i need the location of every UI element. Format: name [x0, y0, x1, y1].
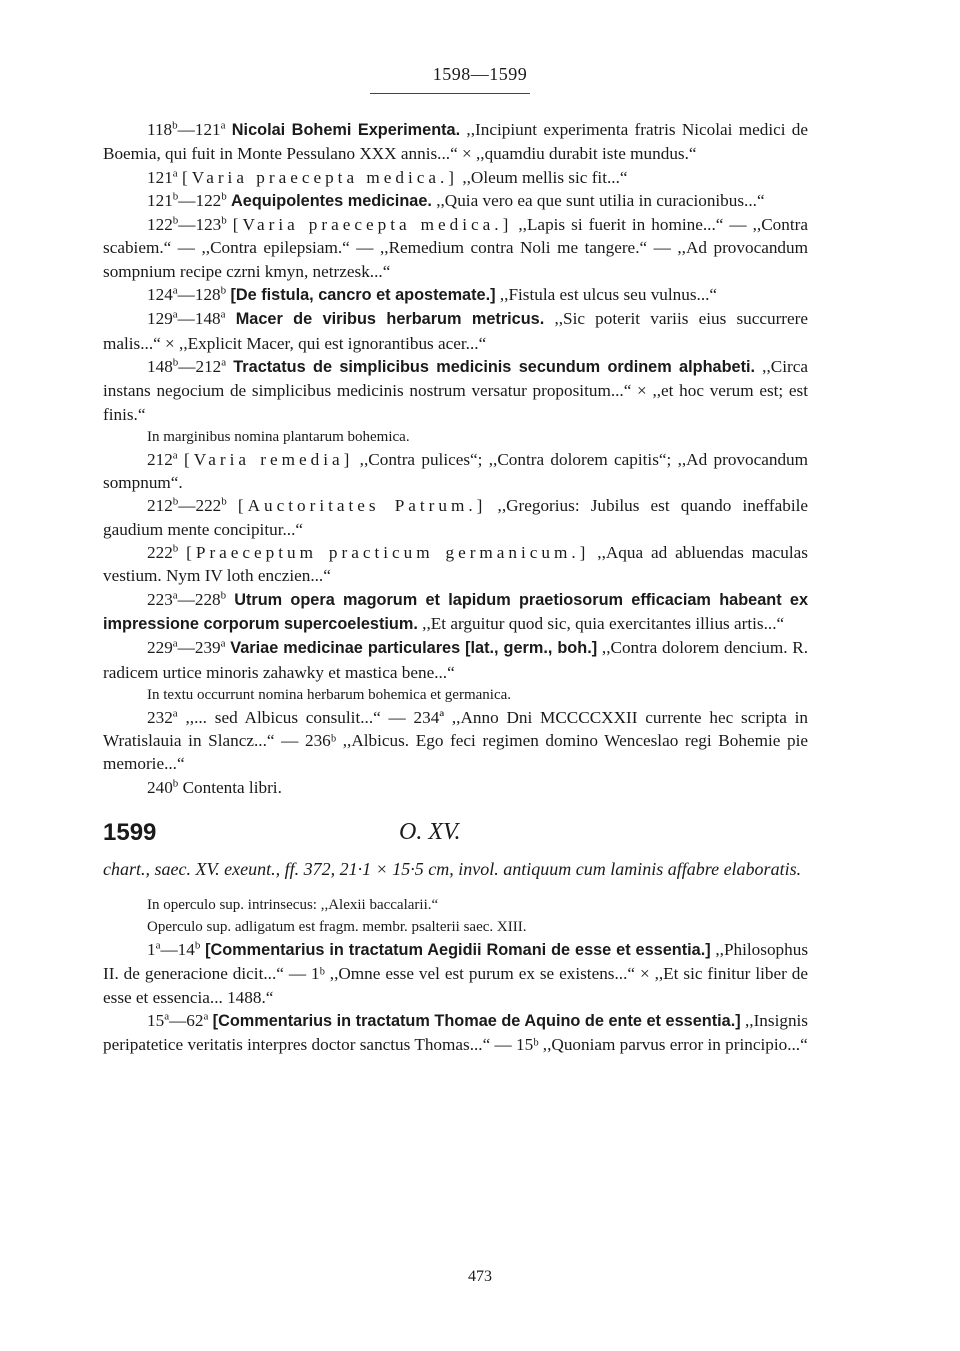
- entry-1598-items: [103, 118, 808, 799]
- folio-ref: 223: [147, 589, 173, 609]
- entry-item: [103, 636, 808, 684]
- item-incipit: ,,Aqua ad abluendas maculas vestium. Nym IV loth enczien...“: [103, 543, 808, 586]
- item-title: Macer de viribus herbarum metricus.: [235, 310, 545, 329]
- folio-ref: 118: [147, 120, 173, 139]
- entry-number: 1599: [103, 819, 157, 847]
- item-title: [Commentarius in tractatum Thomae de Aquino de ente et essentia.]: [212, 1011, 741, 1030]
- item-incipit: ,,Contra pulices“; ,,Contra dolorem capitis“; ,,Ad provocandum sompnum“.: [103, 449, 809, 493]
- shelfmark: O. XV.: [399, 819, 461, 846]
- entry-item: [103, 541, 808, 588]
- folio-ref: 212: [147, 496, 173, 516]
- page-number: 473: [468, 1268, 492, 1285]
- folio-side: a: [172, 637, 178, 650]
- header-rule: [370, 93, 530, 94]
- item-title: Aequipolentes medicinae.: [231, 191, 432, 210]
- folio-ref: 124: [147, 285, 173, 305]
- entry-1599-items: [103, 938, 808, 1056]
- item-title: Variae medicinae particulares [lat., germ., boh.]: [230, 639, 598, 658]
- item-incipit: ,,Et arguitur quod sic, quia exercitantes illius artis...“: [422, 613, 785, 633]
- item-incipit: ,,Contra dolorem dencium. R. radicem urtice minoris zahawky et mastica bene...“: [103, 638, 809, 682]
- entry-item: [103, 307, 808, 355]
- item-title: Nicolai Bohemi Experimenta.: [231, 121, 461, 139]
- folio-ref-end: —222: [178, 496, 222, 516]
- entry-item: [103, 166, 808, 189]
- folio-ref: 229: [147, 638, 173, 658]
- folio-ref: 129: [147, 309, 173, 329]
- item-title: Tractatus de simplicibus medicinis secundum ordinem alphabeti.: [233, 357, 756, 376]
- item-title-spaced: [Auctoritates Patrum.]: [237, 496, 487, 516]
- item-title-spaced: [Praeceptum practicum germanicum.]: [186, 543, 590, 563]
- entry-item: [103, 189, 808, 213]
- folio-ref: 212: [147, 449, 173, 469]
- folio-ref: 240: [147, 777, 173, 797]
- folio-ref: 121: [147, 190, 173, 210]
- folio-side: b: [221, 190, 227, 203]
- item-title: Utrum opera magorum et lapidum praetiosorum efficaciam habeant ex impressione corporum supercoelestium.: [103, 590, 809, 633]
- item-title: [Commentarius in tractatum Aegidii Romani de esse et essentia.]: [205, 941, 711, 960]
- folio-ref: 121: [147, 167, 173, 187]
- item-incipit: ,,Incipiunt experimenta fratris Nicolai medici de Boemia, qui fuit in Monte Pessulano XXX annis...“ × ,,quamdiu durabit iste mundus.“: [103, 120, 808, 164]
- entry-item: [103, 938, 808, 1009]
- folio-side: a: [172, 449, 178, 462]
- item-incipit: ,,Sic poterit variis eius succurrere malis...“ × ,,Explicit Macer, qui est ignorantibus acer...“: [103, 309, 809, 353]
- folio-side: b: [220, 284, 227, 297]
- folio-side: a: [172, 707, 178, 720]
- folio-side: a: [220, 119, 226, 132]
- folio-side: b: [221, 495, 227, 508]
- folio-side: a: [220, 637, 226, 650]
- entry-item: [103, 776, 808, 799]
- folio-ref-end: —122: [178, 190, 222, 210]
- item-title-spaced: [Varia praecepta medica.]: [181, 167, 459, 187]
- item-incipit: ,,Quia vero ea que sunt utilia in curacionibus...“: [436, 190, 765, 210]
- item-title-spaced: [Varia praecepta medica.]: [232, 215, 513, 235]
- folio-side: b: [172, 495, 179, 508]
- item-incipit: ,,Fistula est ulcus seu vulnus...“: [499, 285, 718, 305]
- folio-side: a: [172, 166, 178, 179]
- folio-side: b: [172, 190, 179, 203]
- folio-ref-end: —239: [177, 638, 221, 658]
- margin-note: In marginibus nomina plantarum bohemica.: [147, 428, 410, 445]
- running-head: 1598—1599: [432, 64, 528, 84]
- item-incipit: ,,Circa instans negocium de simplicibus medicinis nostrum versatur propositum...“ × ,,et hoc verum est; est finis.“: [103, 356, 808, 424]
- entry-item: [103, 213, 808, 283]
- folio-ref-end: —128: [177, 285, 221, 305]
- folio-ref: 122: [147, 215, 173, 235]
- folio-side: a: [172, 308, 178, 321]
- folio-side: a: [221, 356, 227, 369]
- folio-ref: 15: [147, 1010, 165, 1030]
- folio-side: a: [164, 1010, 170, 1023]
- item-incipit: ,,Philosophus II. de generacione dicit...“ — 1ᵇ ,,Omne esse vel est purum ex se existens...“ × ,,Et sic finitur liber de esse et essencia... 1488.“: [103, 940, 809, 1007]
- item-incipit: ,,Gregorius: Jubilus est quando ineffabile gaudium mente concipitur...“: [103, 496, 809, 539]
- folio-ref-end: —212: [178, 356, 222, 376]
- folio-ref: 148: [147, 356, 173, 376]
- folio-ref: 222: [147, 543, 173, 563]
- folio-ref: 1: [147, 940, 156, 960]
- folio-side: a: [220, 308, 226, 321]
- folio-side: b: [172, 119, 178, 132]
- folio-ref: 232: [147, 707, 173, 727]
- entry-item: [103, 283, 808, 307]
- folio-side: b: [221, 214, 227, 227]
- folio-side: a: [172, 588, 178, 601]
- folio-ref-end: —228: [177, 589, 221, 609]
- folio-ref-end: —14: [160, 940, 195, 960]
- item-title-spaced: [Varia remedia]: [183, 449, 354, 469]
- item-incipit: ,,Insignis peripatetice veritatis interpres doctor sanctus Thomas...“ — 15ᵇ ,,Quoniam parvus error in principio...“: [103, 1010, 808, 1055]
- folio-side: b: [172, 542, 179, 555]
- folio-side: b: [194, 939, 201, 952]
- entry-item: [103, 118, 808, 166]
- note-fragment: Operculo sup. adligatum est fragm. membr. psalterii saec. XIII.: [147, 919, 527, 936]
- folio-ref-end: —148: [177, 309, 221, 329]
- entry-item: [103, 494, 808, 541]
- entry-1599-heading: [103, 817, 808, 857]
- folio-side: b: [172, 214, 179, 227]
- item-incipit: ,,... sed Albicus consulit...“ — 234ª ,,Anno Dni MCCCCXXII currente hec scripta in Wratislauia in Slancz...“ — 236ᵇ ,,Albicus. Ego feci regimen domino Wenceslao regi Bohemie pie memorie...“: [103, 707, 808, 774]
- catalogue-body: [103, 118, 808, 1057]
- margin-note: In textu occurrunt nomina herbarum bohemica et germanica.: [147, 686, 512, 703]
- entry-item: [103, 588, 808, 637]
- folio-side: b: [172, 776, 179, 789]
- folio-ref-end: —123: [178, 215, 222, 235]
- entry-item: [103, 706, 808, 776]
- item-incipit: Contenta libri.: [182, 777, 282, 797]
- codex-description: chart., saec. XV. exeunt., ff. 372, 21·1 × 15·5 cm, invol. antiquum cum laminis affabre elaboratis.: [103, 859, 802, 880]
- item-incipit: ,,Oleum mellis sic fit...“: [462, 167, 628, 187]
- note-operculum: In operculo sup. intrinsecus: ,,Alexii baccalarii.“: [147, 897, 439, 914]
- item-incipit: ,,Lapis si fuerit in homine...“ — ,,Contra scabiem.“ — ,,Contra epilepsiam.“ — ,,Remedium contra Noli me tangere.“ — ,,Ad provocandum sompnium recipe czrni kmyn, netrzesk...“: [103, 215, 808, 281]
- entry-item: [103, 1009, 808, 1057]
- folio-side: a: [155, 939, 161, 952]
- item-title: [De fistula, cancro et apostemate.]: [230, 286, 496, 305]
- folio-side: a: [203, 1010, 209, 1023]
- entry-item: [103, 448, 808, 495]
- folio-side: b: [220, 588, 227, 601]
- folio-side: a: [172, 284, 178, 297]
- folio-side: b: [172, 356, 179, 369]
- folio-ref-end: —62: [169, 1010, 204, 1030]
- folio-ref-end: —121: [177, 120, 221, 139]
- entry-item: [103, 355, 808, 426]
